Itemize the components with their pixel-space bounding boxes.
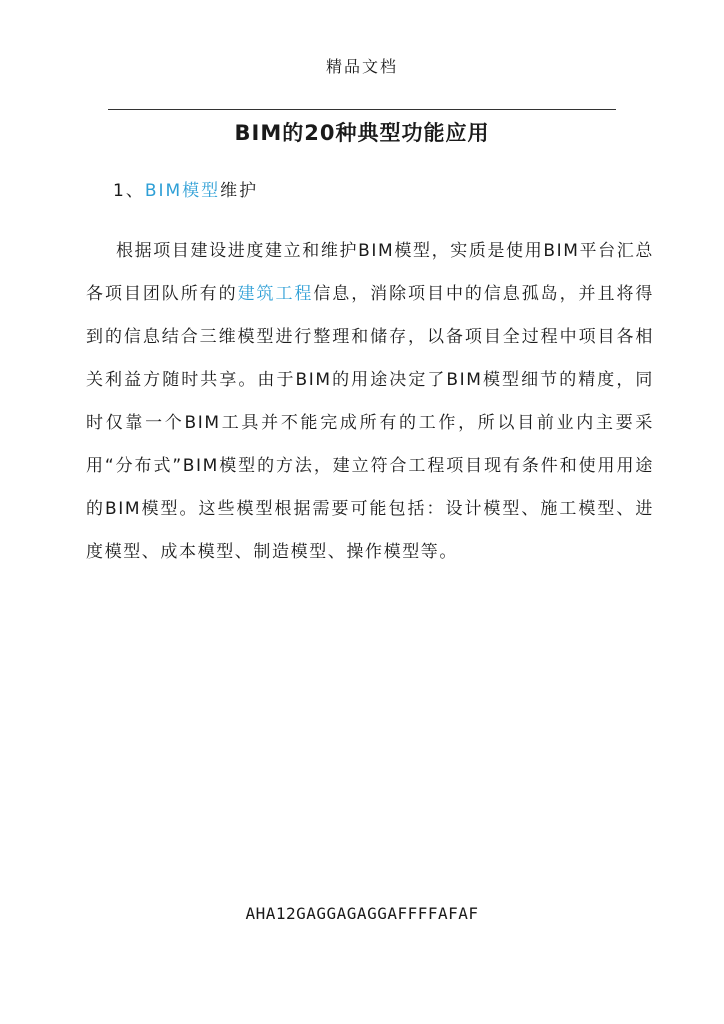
page-header: 精品文档 bbox=[325, 57, 398, 76]
section-heading-rest: 维护 bbox=[220, 181, 259, 201]
header-divider bbox=[108, 109, 616, 110]
section-number: 1、 bbox=[113, 181, 145, 201]
body-paragraph bbox=[86, 230, 654, 574]
paragraph-text-start: 根据项目建设进度建立和维护BIM模型，实质是使用BIM平台汇总各项目团队所有的 bbox=[86, 241, 654, 304]
paragraph-text-end: 信息，消除项目中的信息孤岛，并且将得到的信息结合三维模型进行整理和储存，以备项目全过程中项目各相关利益方随时共享。由于BIM的用途决定了BIM模型细节的精度，同时仅靠一个BIM工具并不能完成所有的工作，所以目前业内主要采用“分布式”BIM模型的方法，建立符合工程项目现有条件和使用用途的BIM模型。这些模型根据需要可能包括：设计模型、施工模型、进度模型、成本模型、制造模型、操作模型等。 bbox=[86, 284, 654, 562]
section-heading bbox=[113, 176, 258, 201]
construction-engineering-link[interactable]: 建筑工程 bbox=[237, 284, 314, 304]
footer-code: AHA12GAGGAGAGGAFFFFAFAF bbox=[245, 904, 479, 923]
section-link[interactable]: BIM模型 bbox=[144, 181, 221, 201]
document-title: BIM的20种典型功能应用 bbox=[234, 121, 490, 145]
